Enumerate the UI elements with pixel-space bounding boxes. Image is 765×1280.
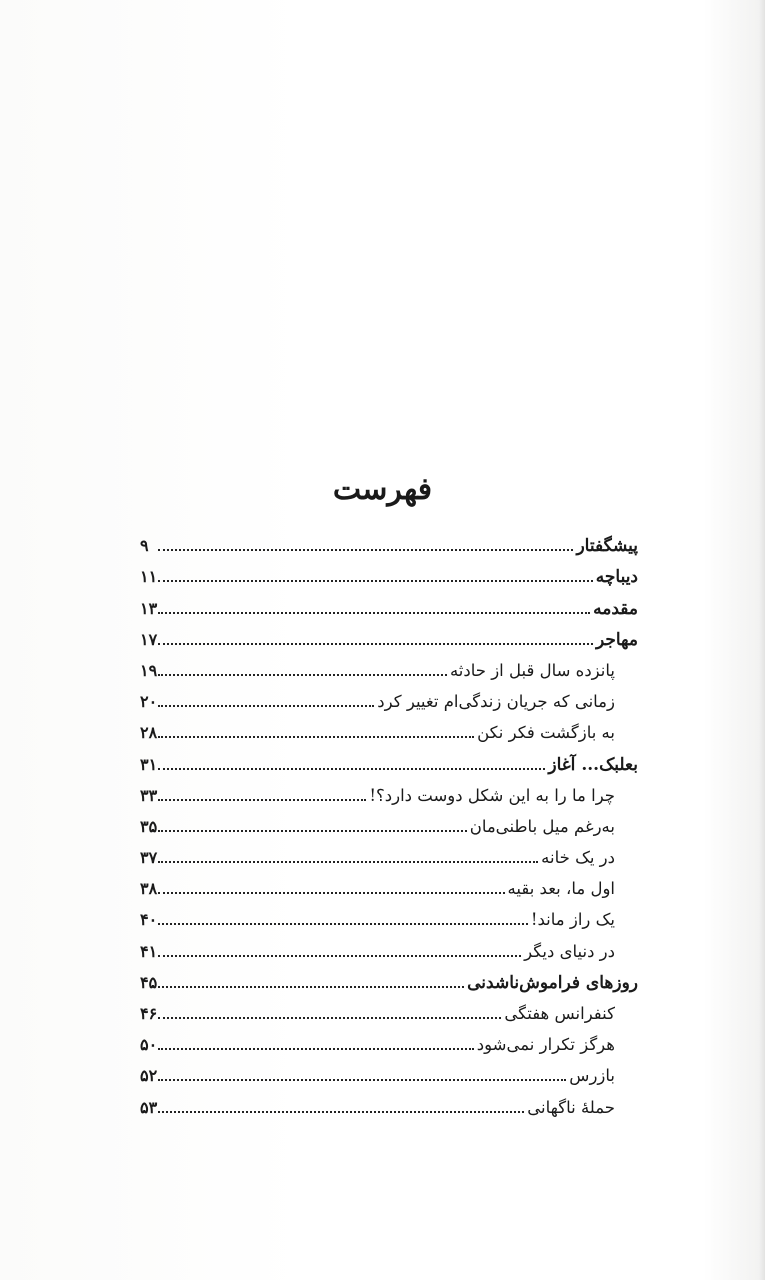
toc-entry-page-number: ۵۳ <box>140 1097 158 1117</box>
toc-entry-title: دیباچه <box>595 567 638 588</box>
toc-entry-page-number: ۱۹ <box>140 660 158 680</box>
toc-entry <box>140 651 638 682</box>
toc-entry-page-number: ۴۰ <box>140 910 158 930</box>
toc-entry-title: در یک خانه <box>541 848 615 868</box>
toc-entry-page-number: ۳۸ <box>140 879 158 899</box>
table-of-contents <box>140 526 638 1119</box>
toc-entry-title: روزهای فراموش‌ناشدنی <box>467 972 638 993</box>
toc-entry-title: به‌رغم میل باطنی‌مان <box>469 816 615 836</box>
dot-leader <box>158 1111 524 1113</box>
toc-entry-title: بعلبک... آغاز <box>548 754 638 775</box>
toc-entry-page-number: ۵۲ <box>140 1066 158 1086</box>
toc-entry <box>140 776 638 807</box>
toc-entry-page-number: ۱۱ <box>140 567 158 587</box>
dot-leader <box>158 768 545 770</box>
toc-entry-page-number: ۱۳ <box>140 598 158 618</box>
toc-entry <box>140 838 638 869</box>
toc-entry <box>140 1087 638 1118</box>
toc-entry-page-number: ۴۵ <box>140 972 158 992</box>
dot-leader <box>158 612 590 614</box>
toc-entry <box>140 1056 638 1087</box>
toc-entry <box>140 682 638 713</box>
toc-entry-title: در دنیای دیگر <box>524 941 615 961</box>
dot-leader <box>158 1017 501 1019</box>
toc-entry-page-number: ۲۰ <box>140 692 158 712</box>
toc-entry-page-number: ۳۳ <box>140 785 158 805</box>
toc-entry-title: کنفرانس هفتگی <box>504 1004 615 1023</box>
toc-entry <box>140 744 638 775</box>
toc-entry-title: یک راز ماند! <box>530 910 615 930</box>
toc-entry <box>140 869 638 900</box>
toc-entry-title: مقدمه <box>593 598 638 619</box>
toc-entry-title: مهاجر <box>595 629 638 650</box>
dot-leader <box>158 549 573 551</box>
toc-entry-page-number: ۲۸ <box>140 723 158 743</box>
dot-leader <box>158 674 447 676</box>
toc-entry-page-number: ۳۵ <box>140 816 158 836</box>
dot-leader <box>158 580 593 582</box>
dot-leader <box>158 830 467 832</box>
toc-entry <box>140 963 638 994</box>
dot-leader <box>158 986 464 988</box>
toc-entry-title: زمانی که جریان زندگی‌ام تغییر کرد <box>377 692 615 712</box>
toc-entry-title: به بازگشت فکر نکن <box>477 723 615 743</box>
toc-entry <box>140 900 638 931</box>
toc-entry-title: بازرس <box>569 1066 615 1086</box>
page-edge-shadow <box>759 0 765 1280</box>
toc-entry-title: حملهٔ ناگهانی <box>527 1097 615 1117</box>
toc-entry-title: اول ما، بعد بقیه <box>507 879 615 899</box>
toc-entry-page-number: ۵۰ <box>140 1035 158 1055</box>
toc-entry <box>140 1025 638 1056</box>
dot-leader <box>158 955 521 957</box>
dot-leader <box>158 1048 474 1050</box>
toc-entry <box>140 588 638 619</box>
toc-entry <box>140 994 638 1025</box>
toc-entry-page-number: ۹ <box>140 536 149 556</box>
toc-entry-page-number: ۳۷ <box>140 848 158 868</box>
toc-entry-page-number: ۴۱ <box>140 941 158 961</box>
page-title: فهرست <box>332 472 433 507</box>
toc-entry <box>140 931 638 962</box>
toc-entry <box>140 807 638 838</box>
toc-entry <box>140 620 638 651</box>
dot-leader <box>158 892 505 894</box>
toc-entry <box>140 557 638 588</box>
toc-entry-page-number: ۳۱ <box>140 754 158 774</box>
toc-entry-page-number: ۱۷ <box>140 629 158 649</box>
toc-entry-page-number: ۴۶ <box>140 1004 158 1023</box>
dot-leader <box>158 1079 566 1081</box>
dot-leader <box>158 643 593 645</box>
dot-leader <box>158 861 538 863</box>
toc-entry <box>140 713 638 744</box>
dot-leader <box>158 923 528 925</box>
toc-entry-title: چرا ما را به این شکل دوست دارد؟! <box>369 785 615 805</box>
toc-entry-title: پیشگفتار <box>576 536 638 557</box>
toc-entry-title: هرگز تکرار نمی‌شود <box>476 1035 615 1055</box>
toc-entry <box>140 526 638 557</box>
toc-entry-title: پانزده سال قبل از حادثه <box>449 660 615 680</box>
dot-leader <box>158 799 366 801</box>
dot-leader <box>158 705 374 707</box>
dot-leader <box>158 736 474 738</box>
